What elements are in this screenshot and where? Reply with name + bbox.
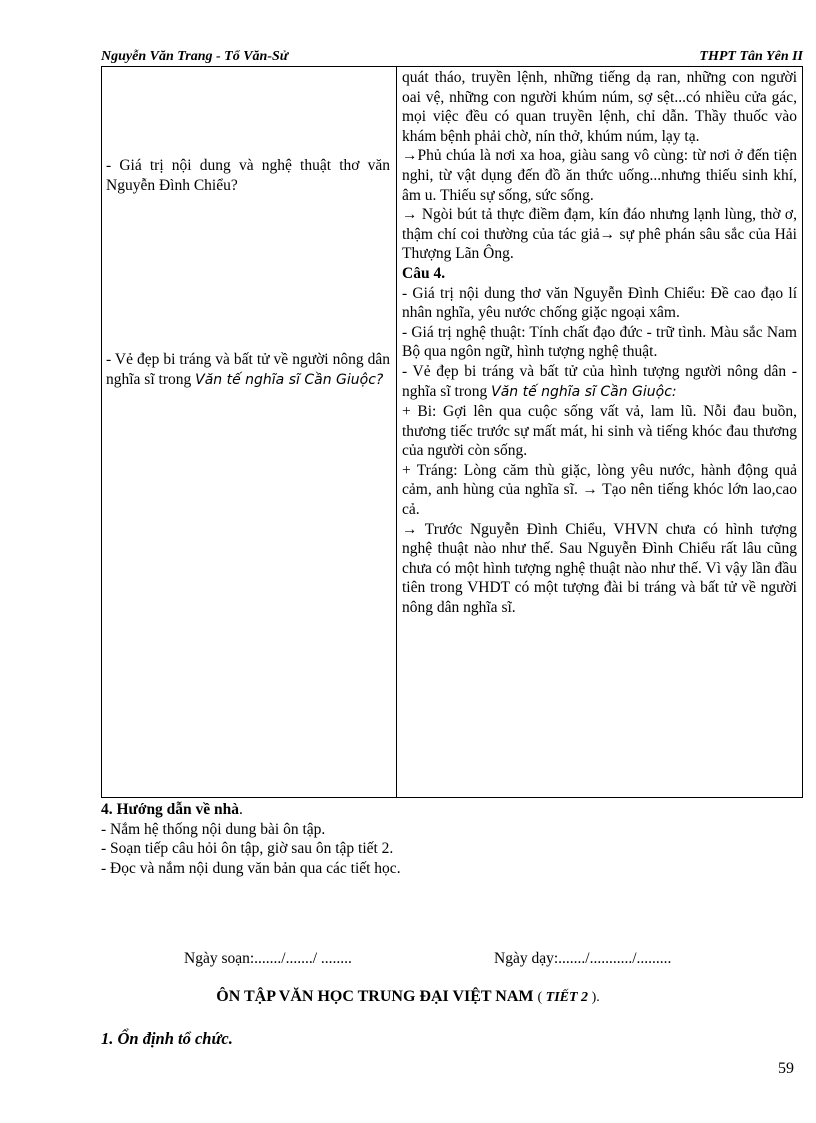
column-divider (396, 66, 397, 797)
section-heading-1: 1. Ổn định tổ chức. (101, 1029, 233, 1048)
homework-item: - Nắm hệ thống nội dung bài ôn tập. (101, 820, 326, 838)
homework-heading: 4. Hướng dẫn về nhà. (101, 801, 243, 818)
answer-paragraph: - Giá trị nội dung thơ văn Nguyễn Đình Chiểu: Đề cao đạo lí nhân nghĩa, yêu nước chống giặc ngoại xâm. (402, 284, 797, 322)
question-cell-1 (106, 156, 390, 195)
question-cell-2 (106, 350, 390, 390)
work-title: Văn tế nghĩa sĩ Cần Giuộc? (195, 371, 384, 388)
homework-item: - Soạn tiếp câu hỏi ôn tập, giờ sau ôn tập tiết 2. (101, 840, 394, 858)
answer-paragraph: + Tráng: Lòng căm thù giặc, lòng yêu nước, hành động quả cảm, anh hùng của nghĩa sĩ. → Tạo nên tiếng khóc lớn lao,cao cả. (402, 461, 797, 519)
homework-section (101, 800, 803, 878)
lesson-part: TIẾT 2 (545, 990, 592, 1005)
answer-paragraph: - Vẻ đẹp bi tráng và bất tử của hình tượng người nông dân - nghĩa sĩ trong Văn tế nghĩa sĩ Cần Giuộc: (402, 362, 797, 400)
date-prepared: Ngày soạn:......./......./ ........ (184, 950, 352, 967)
lesson-title-main: ÔN TẬP VĂN HỌC TRUNG ĐẠI VIỆT NAM (216, 988, 538, 1005)
page-header (101, 48, 803, 67)
lesson-title: ÔN TẬP VĂN HỌC TRUNG ĐẠI VIỆT NAM ( TIẾT 2 ). (216, 988, 600, 1005)
date-taught: Ngày dạy:......./.........../......... (494, 950, 672, 967)
header-school: THPT Tân Yên II (699, 49, 803, 64)
page-number: 59 (778, 1060, 794, 1077)
answer-paragraph: - Giá trị nghệ thuật: Tính chất đạo đức - trữ tình. Màu sắc Nam Bộ qua ngôn ngữ, hình tượng nghệ thuật. (402, 323, 797, 361)
work-title: Văn tế nghĩa sĩ Cần Giuộc: (491, 383, 677, 400)
qa-table (101, 66, 803, 798)
answer-paragraph: + Bi: Gợi lên qua cuộc sống vất vả, lam lũ. Nỗi đau buồn, thương tiếc trước sự mất mát, hi sinh và tiếng khóc đau thương của người còn sống. (402, 403, 797, 460)
answer-label: Câu 4. (402, 264, 446, 282)
cau-4-label: Câu 4 (402, 264, 442, 282)
homework-item: - Đọc và nắm nội dung văn bản qua các tiết học. (101, 859, 401, 877)
answer-cell (402, 68, 797, 618)
answer-paragraph: → Trước Nguyễn Đình Chiểu, VHVN chưa có hình tượng nghệ thuật nào như thế. Sau Nguyễn Đình Chiểu rất lâu cũng chưa có một hình tượng nghệ thuật nào như thế. Vì vậy lần đầu tiên trong VHDT có một tượng đài bi tráng và bất tử về người nông dân nghĩa sĩ. (402, 520, 797, 617)
answer-paragraph: →Phủ chúa là nơi xa hoa, giàu sang vô cùng: từ nơi ở đến tiện nghi, từ vật dụng đến đồ ăn thức uống...nhưng thiếu sinh khí, âm u. Thiếu sự sống, sức sống. (402, 147, 797, 204)
answer-paragraph: quát tháo, truyền lệnh, những tiếng dạ ran, những con người oai vệ, những con người khúm núm, sợ sệt...có nhiều cửa gác, mọi việc đều có quan truyền lệnh, chỉ dẫn. Thầy thuốc vào khám bệnh phải chờ, nín thở, khúm núm, lạy tạ. (402, 69, 797, 145)
question-text: - Vẻ đẹp bi tráng và bất tử về người nông dân nghĩa sĩ trong (106, 351, 390, 388)
answer-paragraph: → Ngòi bút tả thực điềm đạm, kín đáo nhưng lạnh lùng, thờ ơ, thậm chí coi thường của tác giả→ sự phê phán sâu sắc của Hải Thượng Lãn Ông. (402, 206, 797, 263)
question-text: - Giá trị nội dung và nghệ thuật thơ văn Nguyễn Đình Chiểu? (106, 157, 390, 194)
header-author: Nguyễn Văn Trang - Tổ Văn-Sử (101, 49, 289, 64)
